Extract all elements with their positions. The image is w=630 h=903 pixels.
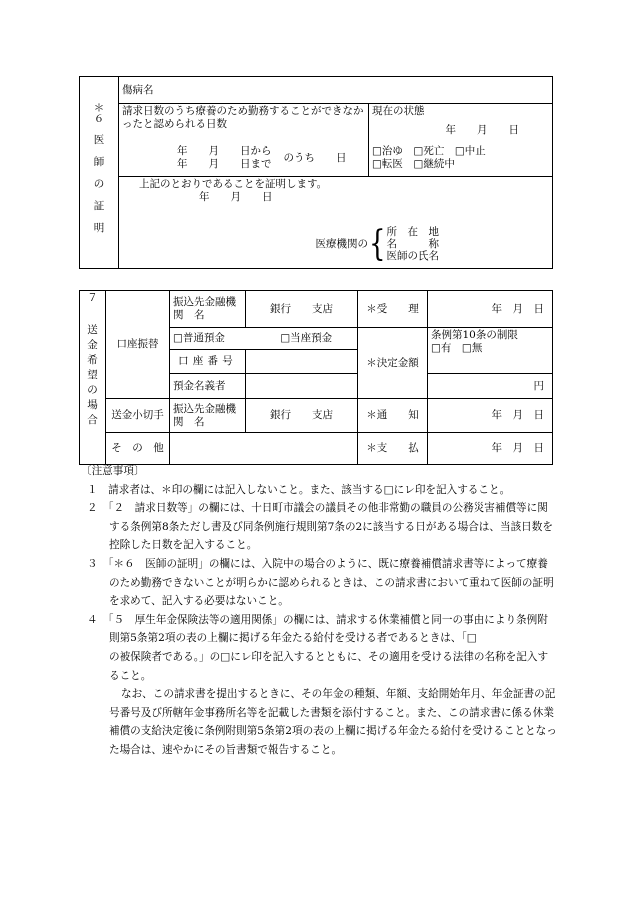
institution-block[interactable] xyxy=(139,223,549,265)
receipt-date[interactable]: 年 月 日 xyxy=(428,291,553,328)
account-number-field[interactable] xyxy=(246,350,358,374)
absence-days-cell[interactable] xyxy=(119,104,369,177)
section7-vlabel-6: 合 xyxy=(87,414,98,426)
certify-text: 上記のとおりであることを証明します。 xyxy=(139,178,328,190)
account-holder-label: 預金名義者 xyxy=(170,374,246,399)
account-type-cell[interactable] xyxy=(170,328,358,350)
payment-date[interactable]: 年 月 日 xyxy=(428,433,553,465)
decision-amount-label: ＊決定金額 xyxy=(358,328,428,399)
section7-vlabel-4: の xyxy=(87,384,98,396)
decision-amount-yen[interactable]: 円 xyxy=(428,374,553,399)
section6-vlabel-4: 明 xyxy=(93,221,105,234)
section7-header xyxy=(80,291,106,465)
restriction-options[interactable]: □有 □無 xyxy=(431,342,483,354)
bank-name-label: 振込先金融機 関 名 xyxy=(170,291,246,328)
bank-name-label-2: 振込先金融機 関 名 xyxy=(170,399,246,433)
institution-name-label: 名 称 xyxy=(386,238,439,250)
section7-vlabel-0: 送 xyxy=(87,324,98,336)
restriction-label: 条例第10条の制限 xyxy=(431,329,518,341)
section6-vlabel-0: 医 xyxy=(93,133,105,146)
status-options-row2[interactable]: □転医 □継続中 xyxy=(372,158,455,170)
note-item-3: ３ 「＊６ 医師の証明」の欄には、入院中の場合のように、既に療養補償請求書等によって療養のため勤務できないことが明らかに認められるときは、この請求書において重ねて医師の証明を求めて、記入する必要はないこと。 xyxy=(87,557,554,608)
absence-date-to: 年 月 日まで xyxy=(177,158,272,170)
account-number-label: 口座番号 xyxy=(170,350,246,374)
other-field[interactable] xyxy=(170,433,358,465)
other-label: そ の 他 xyxy=(106,433,170,465)
notice-date[interactable]: 年 月 日 xyxy=(428,399,553,433)
notes-section xyxy=(81,462,557,760)
current-status-label: 現在の状態 xyxy=(372,105,425,117)
disease-name-field[interactable] xyxy=(119,77,553,104)
section7-vlabel-5: 場 xyxy=(87,399,98,411)
bank-name-field-2[interactable]: 銀行 支店 xyxy=(246,399,358,433)
section6-vlabel-1: 師 xyxy=(93,155,105,168)
doctor-name-label: 医師の氏名 xyxy=(386,250,439,262)
current-status-date: 年 月 日 xyxy=(445,124,519,136)
account-type-current[interactable]: □当座預金 xyxy=(280,332,333,344)
note-item-1: １ 請求者は、＊印の欄には記入しないこと。また、該当する□にレ印を記入すること。 xyxy=(87,483,511,496)
section7-vlabel-2: 希 xyxy=(87,354,98,366)
section6-vlabel-3: 証 xyxy=(93,199,105,212)
section7-vlabel-3: 望 xyxy=(87,369,98,381)
institution-label: 医療機関の xyxy=(315,238,368,250)
institution-address-label: 所 在 地 xyxy=(386,226,439,238)
absence-days-label: 請求日数のうち療養のため勤務することができなかったと認められる日数 xyxy=(122,105,364,130)
remittance-check-label: 送金小切手 xyxy=(106,399,170,433)
notice-label: ＊通 知 xyxy=(358,399,428,433)
section7-number: ７ xyxy=(87,292,98,304)
notes-heading: 〔注意事項〕 xyxy=(81,465,145,477)
note-item-4: ４ 「５ 厚生年金保険法等の適用関係」の欄には、請求する休業補償と同一の事由により条例附則第5条第2項の表の上欄に掲げる年金たる給付を受ける者であるときは、「□ の被保険者である。」の□にレ印を記入するとともに、その適用を受ける法律の名称を記入すること。 xyxy=(87,613,551,682)
section7-vlabel-1: 金 xyxy=(87,339,98,351)
section6-vlabel-2: の xyxy=(93,177,105,190)
note-item-2: ２ 「２ 請求日数等」の欄には、十日町市議会の議員その他非常勤の職員の公務災害補償等に関する条例第8条ただし書及び同条例施行規則第7条の2に該当する日がある場合は、当該日数を控除した日数を記入すること。 xyxy=(87,502,553,552)
doctor-certificate-table xyxy=(79,76,553,269)
section6-number: ＊ ６ xyxy=(93,101,105,125)
disease-name-label: 傷病名 xyxy=(122,83,154,96)
current-status-cell[interactable] xyxy=(369,104,553,177)
remittance-table xyxy=(79,290,553,465)
section6-header xyxy=(80,77,119,269)
account-transfer-label: 口座振替 xyxy=(106,291,170,399)
certification-cell xyxy=(119,177,553,269)
restriction-cell[interactable] xyxy=(428,328,553,374)
certify-date: 年 月 日 xyxy=(199,191,273,203)
payment-label: ＊支 払 xyxy=(358,433,428,465)
receipt-label: ＊受 理 xyxy=(358,291,428,328)
notes-last-paragraph: なお、この請求書を提出するときに、その年金の種類、年額、支給開始年月、年金証書の記号番号及び所轄年金事務所名等を記載した書類を添付すること。また、この請求書に係る休業補償の支給決定後に条例附則第5条第2項の表の上欄に掲げる年金たる給付を受けることとなった場合は、速やかにその旨書類で報告すること。 xyxy=(109,688,557,756)
status-options-row1[interactable]: □治ゆ □死亡 □中止 xyxy=(372,145,486,157)
bank-name-field[interactable]: 銀行 支店 xyxy=(246,291,358,328)
account-holder-field[interactable] xyxy=(246,374,358,399)
absence-days-of-which: のうち 日 xyxy=(283,151,347,164)
brace-icon: { xyxy=(368,223,386,265)
account-type-ordinary[interactable]: □普通預金 xyxy=(173,332,225,344)
absence-date-from: 年 月 日から xyxy=(177,145,272,157)
